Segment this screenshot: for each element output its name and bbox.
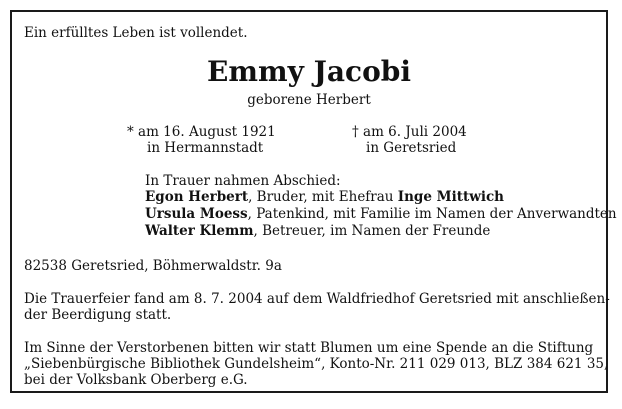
mourner-name-2: Inge Mittwich bbox=[397, 189, 504, 205]
mourner-name: Walter Klemm bbox=[145, 223, 254, 239]
mourner-row bbox=[145, 189, 504, 205]
birth-date: * am 16. August 1921 bbox=[127, 124, 276, 140]
mourner-name: Ursula Moess bbox=[145, 206, 248, 222]
obituary-notice bbox=[10, 10, 617, 393]
mourner-name: Egon Herbert bbox=[145, 189, 249, 205]
mourner-relation: , Betreuer, im Namen der Freunde bbox=[253, 223, 491, 239]
intro-line: Ein erfülltes Leben ist vollendet. bbox=[24, 25, 248, 41]
deceased-name: Emmy Jacobi bbox=[207, 55, 411, 88]
birth-name: geborene Herbert bbox=[247, 92, 371, 108]
death-date: † am 6. Juli 2004 bbox=[352, 124, 467, 140]
funeral-line-2: der Beerdigung statt. bbox=[24, 307, 172, 323]
donation-line-1: Im Sinne der Verstorbenen bitten wir statt Blumen um eine Spende an die Stiftung bbox=[24, 340, 594, 356]
mourner-row bbox=[145, 223, 490, 239]
funeral-line-1: Die Trauerfeier fand am 8. 7. 2004 auf dem Waldfriedhof Geretsried mit anschließen- bbox=[24, 291, 610, 307]
mourner-relation: , Bruder, mit Ehefrau bbox=[248, 189, 398, 205]
donation-line-2: „Siebenbürgische Bibliothek Gundelsheim“, Konto-Nr. 211 029 013, BLZ 384 621 35, bbox=[24, 356, 609, 372]
death-place: in Geretsried bbox=[366, 140, 457, 156]
donation-line-3: bei der Volksbank Oberberg e.G. bbox=[24, 372, 248, 388]
mourner-row bbox=[145, 206, 617, 222]
birth-place: in Hermannstadt bbox=[147, 140, 264, 156]
mourner-relation: , Patenkind, mit Familie im Namen der Anverwandten bbox=[247, 206, 617, 222]
mourners-heading: In Trauer nahmen Abschied: bbox=[145, 173, 341, 189]
address-line: 82538 Geretsried, Böhmerwaldstr. 9a bbox=[24, 258, 282, 274]
